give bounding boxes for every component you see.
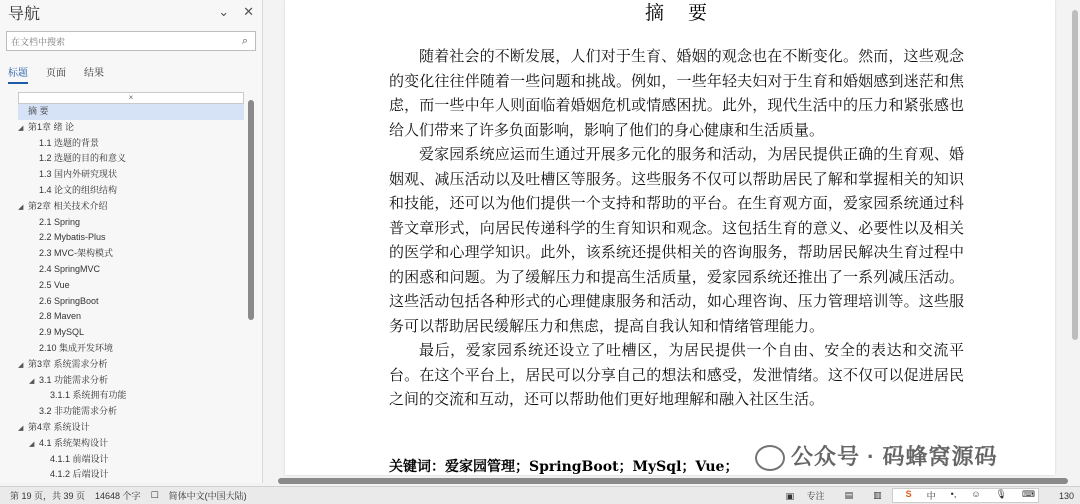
nav-item-label: 2.3 MVC-架构模式: [39, 248, 114, 259]
search-icon[interactable]: ⌕: [241, 34, 249, 47]
nav-item-label: 2.1 Spring: [39, 216, 81, 227]
nav-item-label: 第2章 相关技术介绍: [28, 200, 108, 211]
doc-horizontal-scrollbar[interactable]: [278, 478, 1068, 484]
paragraph-3: 最后，爱家园系统还设立了吐槽区，为居民提供一个自由、安全的表达和交流平台。在这个平台上，居民可以分享自己的想法和感受，发泄情绪。这不仅可以促进居民之间的交流和互动，还可以帮助他们更好地理解和融入社区生活。: [389, 341, 964, 408]
nav-item-label: 2.6 SpringBoot: [39, 295, 99, 306]
focus-button[interactable]: ▣ 专注: [785, 491, 825, 501]
nav-item[interactable]: [18, 151, 244, 167]
nav-item[interactable]: [18, 436, 244, 452]
tab-results[interactable]: 结果: [84, 68, 104, 79]
nav-search-input[interactable]: [6, 31, 256, 51]
language[interactable]: 简体中文(中国大陆): [168, 491, 247, 501]
focus-icon: ▣: [785, 491, 797, 501]
nav-item[interactable]: [18, 420, 244, 436]
expand-arrow-icon[interactable]: ◢: [18, 424, 24, 432]
microphone-icon[interactable]: 🎙: [995, 489, 1007, 499]
doc-vertical-scrollbar[interactable]: [1072, 10, 1078, 340]
status-bar: [0, 486, 1080, 504]
nav-item-label: 2.2 Mybatis-Plus: [39, 232, 106, 243]
nav-item-label: 2.4 SpringMVC: [39, 263, 101, 274]
chevron-down-icon[interactable]: ⌄: [218, 4, 230, 19]
nav-item[interactable]: [18, 246, 244, 262]
expand-arrow-icon[interactable]: ◢: [18, 124, 24, 132]
nav-item[interactable]: [18, 167, 244, 183]
navigation-pane: [0, 0, 263, 483]
nav-header: [0, 0, 262, 24]
page-title: 摘要: [645, 2, 732, 24]
emoji-icon[interactable]: ☺: [971, 489, 981, 499]
zoom-level[interactable]: 130: [1058, 490, 1074, 501]
nav-item[interactable]: [18, 325, 244, 341]
nav-item[interactable]: [18, 309, 244, 325]
paragraph-2: 爱家园系统应运而生通过开展多元化的服务和活动，为居民提供正确的生育观、婚姻观、减压活动以及吐槽区等服务。这些服务不仅可以帮助居民了解和掌握相关的知识和技能，还可以为他们提供一个支持和帮助的平台。在生育观方面，爱家园系统通过科普文章形式，向居民传递科学的生育知识和观念。这包括生育的意义、必要性以及相关的医学和心理学知识。此外，该系统还提供相关的咨询服务，帮助居民解决生育过程中的困惑和问题。为了缓解压力和提高生活质量，爱家园系统还推出了一系列减压活动。这些活动包括各种形式的心理健康服务和活动，如心理咨询、压力管理培训等。这些服务可以帮助居民缓解压力和焦虑，提高自我认知和情绪管理能力。: [389, 145, 964, 335]
nav-item[interactable]: [18, 104, 244, 120]
nav-item[interactable]: [18, 404, 244, 420]
nav-item[interactable]: [18, 467, 244, 483]
tree-close-button[interactable]: ×: [18, 92, 244, 104]
sogou-icon: S: [905, 489, 912, 499]
wechat-icon: [755, 445, 785, 471]
nav-item-label: 2.9 MySQL: [39, 327, 85, 338]
paragraph-1: 随着社会的不断发展，人们对于生育、婚姻的观念也在不断变化。然而，这些观念的变化往往伴随着一些问题和挑战。例如，一些年轻夫妇对于生育和婚姻感到迷茫和焦虑，而一些中年人则面临着婚姻危机或情感困扰。此外，现代生活中的压力和紧张感也给人们带来了许多负面影响，影响了他们的身心健康和生活质量。: [389, 47, 964, 139]
document-body: [389, 44, 964, 412]
expand-arrow-icon[interactable]: ◢: [18, 361, 24, 369]
nav-item[interactable]: [18, 230, 244, 246]
nav-item-label: 3.1.1 系统拥有功能: [50, 390, 127, 401]
read-mode-icon[interactable]: ▤: [844, 490, 854, 500]
nav-item-label: 3.2 非功能需求分析: [39, 406, 118, 417]
nav-item[interactable]: [18, 215, 244, 231]
keyboard-icon[interactable]: ⌨: [1021, 489, 1035, 499]
nav-item-label: 4.1 系统架构设计: [39, 437, 109, 448]
nav-item[interactable]: [18, 278, 244, 294]
nav-item-label: 第3章 系统需求分析: [28, 358, 108, 369]
nav-item-label: 摘 要: [28, 106, 49, 116]
status-right: [766, 488, 1080, 503]
expand-arrow-icon[interactable]: ◢: [29, 440, 35, 448]
document-page: [285, 0, 1055, 475]
tab-pages[interactable]: 页面: [46, 68, 66, 79]
page-count[interactable]: 第 19 页，共 39 页: [10, 491, 86, 501]
nav-item[interactable]: [18, 136, 244, 152]
tab-headings[interactable]: 标题: [8, 64, 28, 84]
nav-item[interactable]: [18, 357, 244, 373]
nav-item-label: 1.2 选题的目的和意义: [39, 153, 127, 164]
nav-item-label: 3.1 功能需求分析: [39, 374, 109, 385]
proofing-icon[interactable]: ☐: [150, 490, 159, 500]
nav-item-label: 2.5 Vue: [39, 279, 70, 290]
word-count[interactable]: 14648 个字: [95, 491, 141, 501]
ime-punct[interactable]: •,: [950, 489, 957, 499]
close-icon[interactable]: ✕: [243, 4, 254, 19]
nav-item[interactable]: [18, 120, 244, 136]
search-placeholder: 在文档中搜索: [11, 36, 66, 47]
document-area: [263, 0, 1080, 475]
nav-item[interactable]: [18, 452, 244, 468]
nav-item[interactable]: [18, 262, 244, 278]
keywords-line: 关键词：爱家园管理；SpringBoot；MySql；Vue；: [389, 459, 739, 475]
nav-item-label: 2.10 集成开发环境: [39, 342, 114, 353]
expand-arrow-icon[interactable]: ◢: [29, 377, 35, 385]
nav-item-label: 2.8 Maven: [39, 311, 82, 322]
nav-item[interactable]: [18, 199, 244, 215]
nav-item-label: 4.1.2 后端设计: [50, 469, 109, 480]
nav-item-label: 第1章 绪 论: [28, 121, 75, 132]
ime-mode[interactable]: 中: [926, 491, 936, 501]
nav-item-label: 1.4 论文的组织结构: [39, 184, 118, 195]
nav-tabs: [8, 64, 104, 84]
expand-arrow-icon[interactable]: ◢: [18, 203, 24, 211]
nav-item-label: 4.1.1 前端设计: [50, 453, 109, 464]
heading-tree: [18, 92, 244, 483]
nav-item[interactable]: [18, 373, 244, 389]
nav-item-label: 1.3 国内外研究现状: [39, 169, 118, 180]
nav-item[interactable]: [18, 294, 244, 310]
nav-item[interactable]: [18, 341, 244, 357]
nav-item[interactable]: [18, 183, 244, 199]
watermark: [755, 440, 998, 471]
nav-item-label: 第4章 系统设计: [28, 421, 90, 432]
nav-item-label: 1.1 选题的背景: [39, 137, 100, 148]
nav-title: 导航: [8, 5, 41, 23]
ime-toolbar[interactable]: [892, 488, 1039, 503]
print-layout-icon[interactable]: ▥: [873, 490, 882, 500]
nav-item[interactable]: [18, 388, 244, 404]
watermark-text: 公众号 · 码蜂窝源码: [791, 444, 998, 469]
nav-scrollbar[interactable]: [248, 100, 254, 320]
